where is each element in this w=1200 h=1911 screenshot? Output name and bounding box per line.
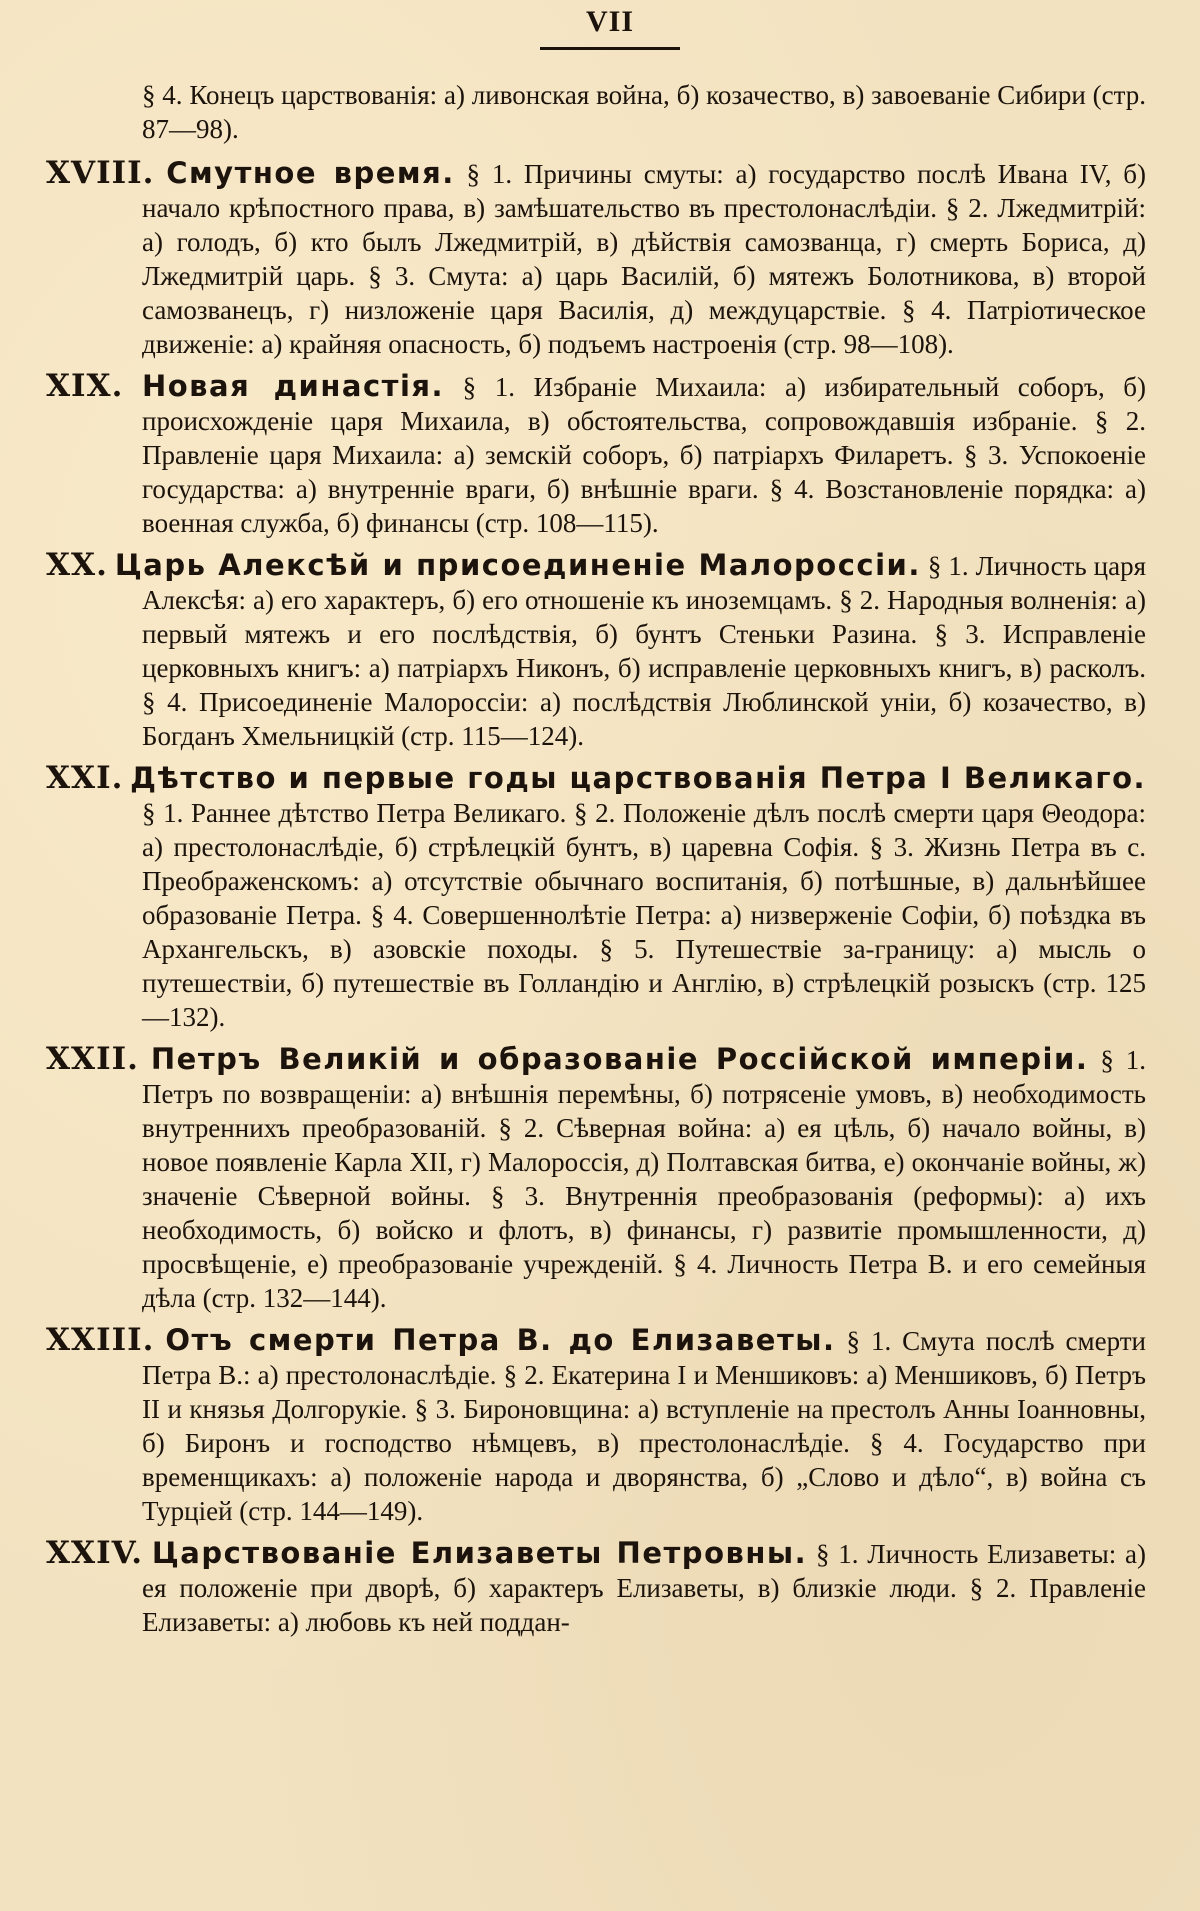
entry-text: § 1. Раннее дѣтство Петра Великаго. § 2. Положеніе дѣлъ послѣ смерти царя Θеодора: а) престолонаслѣдіе, б) стрѣлецкій бунтъ, в) царевна Софія. § 3. Жизнь Петра въ с. Преображенскомъ: а) отсутствіе обычнаго воспитанія, б) потѣшные, в) дальнѣйшее образованіе Петра. § 4. Совершеннолѣтіе Петра: а) низверженіе Софіи, б) поѣздка въ Архангельскъ, в) азовскіе походы. § 5. Путешествіе за-границу: а) мысль о путешествіи, б) путешествіе въ Голландію и Англію, в) стрѣлецкій розыскъ (стр. 125—132). [142,798,1146,1032]
chapter-title: Царь Алексѣй и присоединеніе Малороссіи. [114,548,921,582]
chapter-title: Петръ Великій и образованіе Россійской имперіи. [150,1042,1089,1076]
chapter-numeral: XX. [46,547,108,583]
toc-entry-continuation [46,78,1146,146]
page-number: VII [585,5,634,38]
entry-text: § 1. Избраніе Михаила: а) избирательный соборъ, б) происхожденіе царя Михаила, в) обстоятельства, сопровождавшія избраніе. § 2. Правленіе царя Михаила: а) земскій соборъ, б) патріархъ Филаретъ. § 3. Успокоеніе государства: а) внутренніе враги, б) внѣшніе враги. § 4. Возстановленіе порядка: а) военная служба, б) финансы (стр. 108—115). [142,372,1147,538]
chapter-title: Смутное время. [166,156,455,190]
entry-text: § 1. Причины смуты: а) государство послѣ Ивана IV, б) начало крѣпостного права, в) замѣшательство въ престолонаслѣдіи. § 2. Лжедмитрій: а) голодъ, б) кто былъ Лжедмитрій, в) дѣйствія самозванца, г) смерть Бориса, д) Лжедмитрій царь. § 3. Смута: а) царь Василій, б) мятежъ Болотникова, в) второй самозванецъ, г) низложеніе царя Василія, д) междуцарствіе. § 4. Патріотическое движеніе: а) крайняя опасность, б) подъемъ настроенія (стр. 98—108). [142,159,1146,359]
toc-entry-xx [46,548,1146,753]
chapter-title: Царствованіе Елизаветы Петровны. [151,1536,808,1570]
entry-text: § 1. Личность Елизаветы: а) ея положеніе при дворѣ, б) характеръ Елизаветы, в) близкіе люди. § 2. Правленіе Елизаветы: а) любовь къ ней поддан- [142,1539,1147,1637]
toc-entry-xviii [46,156,1146,361]
header-rule [540,47,680,50]
page-header [540,0,680,50]
toc-entry-xxii [46,1042,1146,1315]
toc-entry-xxiv [46,1536,1146,1639]
toc-entry-xxiii [46,1323,1146,1528]
chapter-title: Новая династія. [141,369,445,403]
chapter-title: Отъ смерти Петра В. до Елизаветы. [165,1323,836,1357]
chapter-title: Дѣтство и первые годы царствованія Петра I Великаго. [130,761,1147,795]
entry-text: § 4. Конецъ царствованія: а) ливонская война, б) козачество, в) завоеваніе Сибири (стр. 87—98). [142,80,1146,144]
entry-text: § 1. Смута послѣ смерти Петра В.: а) престолонаслѣдіе. § 2. Екатерина I и Меншиковъ: а) Меншиковъ, б) Петръ II и князья Долгорукіе. § 3. Бироновщина: а) вступленіе на престолъ Анны Іоанновны, б) Биронъ и господство нѣмцевъ, в) престолонаслѣдіе. § 4. Государство при временщикахъ: а) положеніе народа и дворянства, б) „Слово и дѣло“, в) война съ Турціей (стр. 144—149). [142,1326,1146,1526]
toc-entry-xix [46,369,1146,540]
chapter-numeral: XXI. [46,760,124,796]
chapter-numeral: XXIII. [46,1322,155,1358]
entry-text: § 1. Петръ по возвращеніи: а) внѣшнія перемѣны, б) потрясеніе умовъ, в) необходимость внутреннихъ преобразованій. § 2. Сѣверная война: а) ея цѣль, б) начало войны, в) новое появленіе Карла XII, г) Малороссія, д) Полтавская битва, е) окончаніе войны, ж) значеніе Сѣверной войны. § 3. Внутреннія преобразованія (реформы): а) ихъ необходимость, б) войско и флотъ, в) финансы, г) развитіе промышленности, д) просвѣщеніе, е) преобразованіе учрежденій. § 4. Личность Петра В. и его семейныя дѣла (стр. 132—144). [142,1045,1147,1313]
chapter-numeral: XVIII. [46,155,155,191]
chapter-numeral: XXIV. [46,1535,144,1571]
entry-text: § 1. Личность царя Алексѣя: а) его характеръ, б) его отношеніе къ иноземцамъ. § 2. Народныя волненія: а) первый мятежъ и его послѣдствія, б) бунтъ Стеньки Разина. § 3. Исправленіе церковныхъ книгъ: а) патріархъ Никонъ, б) исправленіе церковныхъ книгъ, в) расколъ. § 4. Присоединеніе Малороссіи: а) послѣдствія Люблинской уніи, б) козачество, в) Богданъ Хмельницкій (стр. 115—124). [142,551,1146,751]
chapter-numeral: XIX. [46,368,124,404]
chapter-numeral: XXII. [46,1041,139,1077]
toc-entry-xxi [46,761,1146,1034]
table-of-contents [46,78,1146,1647]
